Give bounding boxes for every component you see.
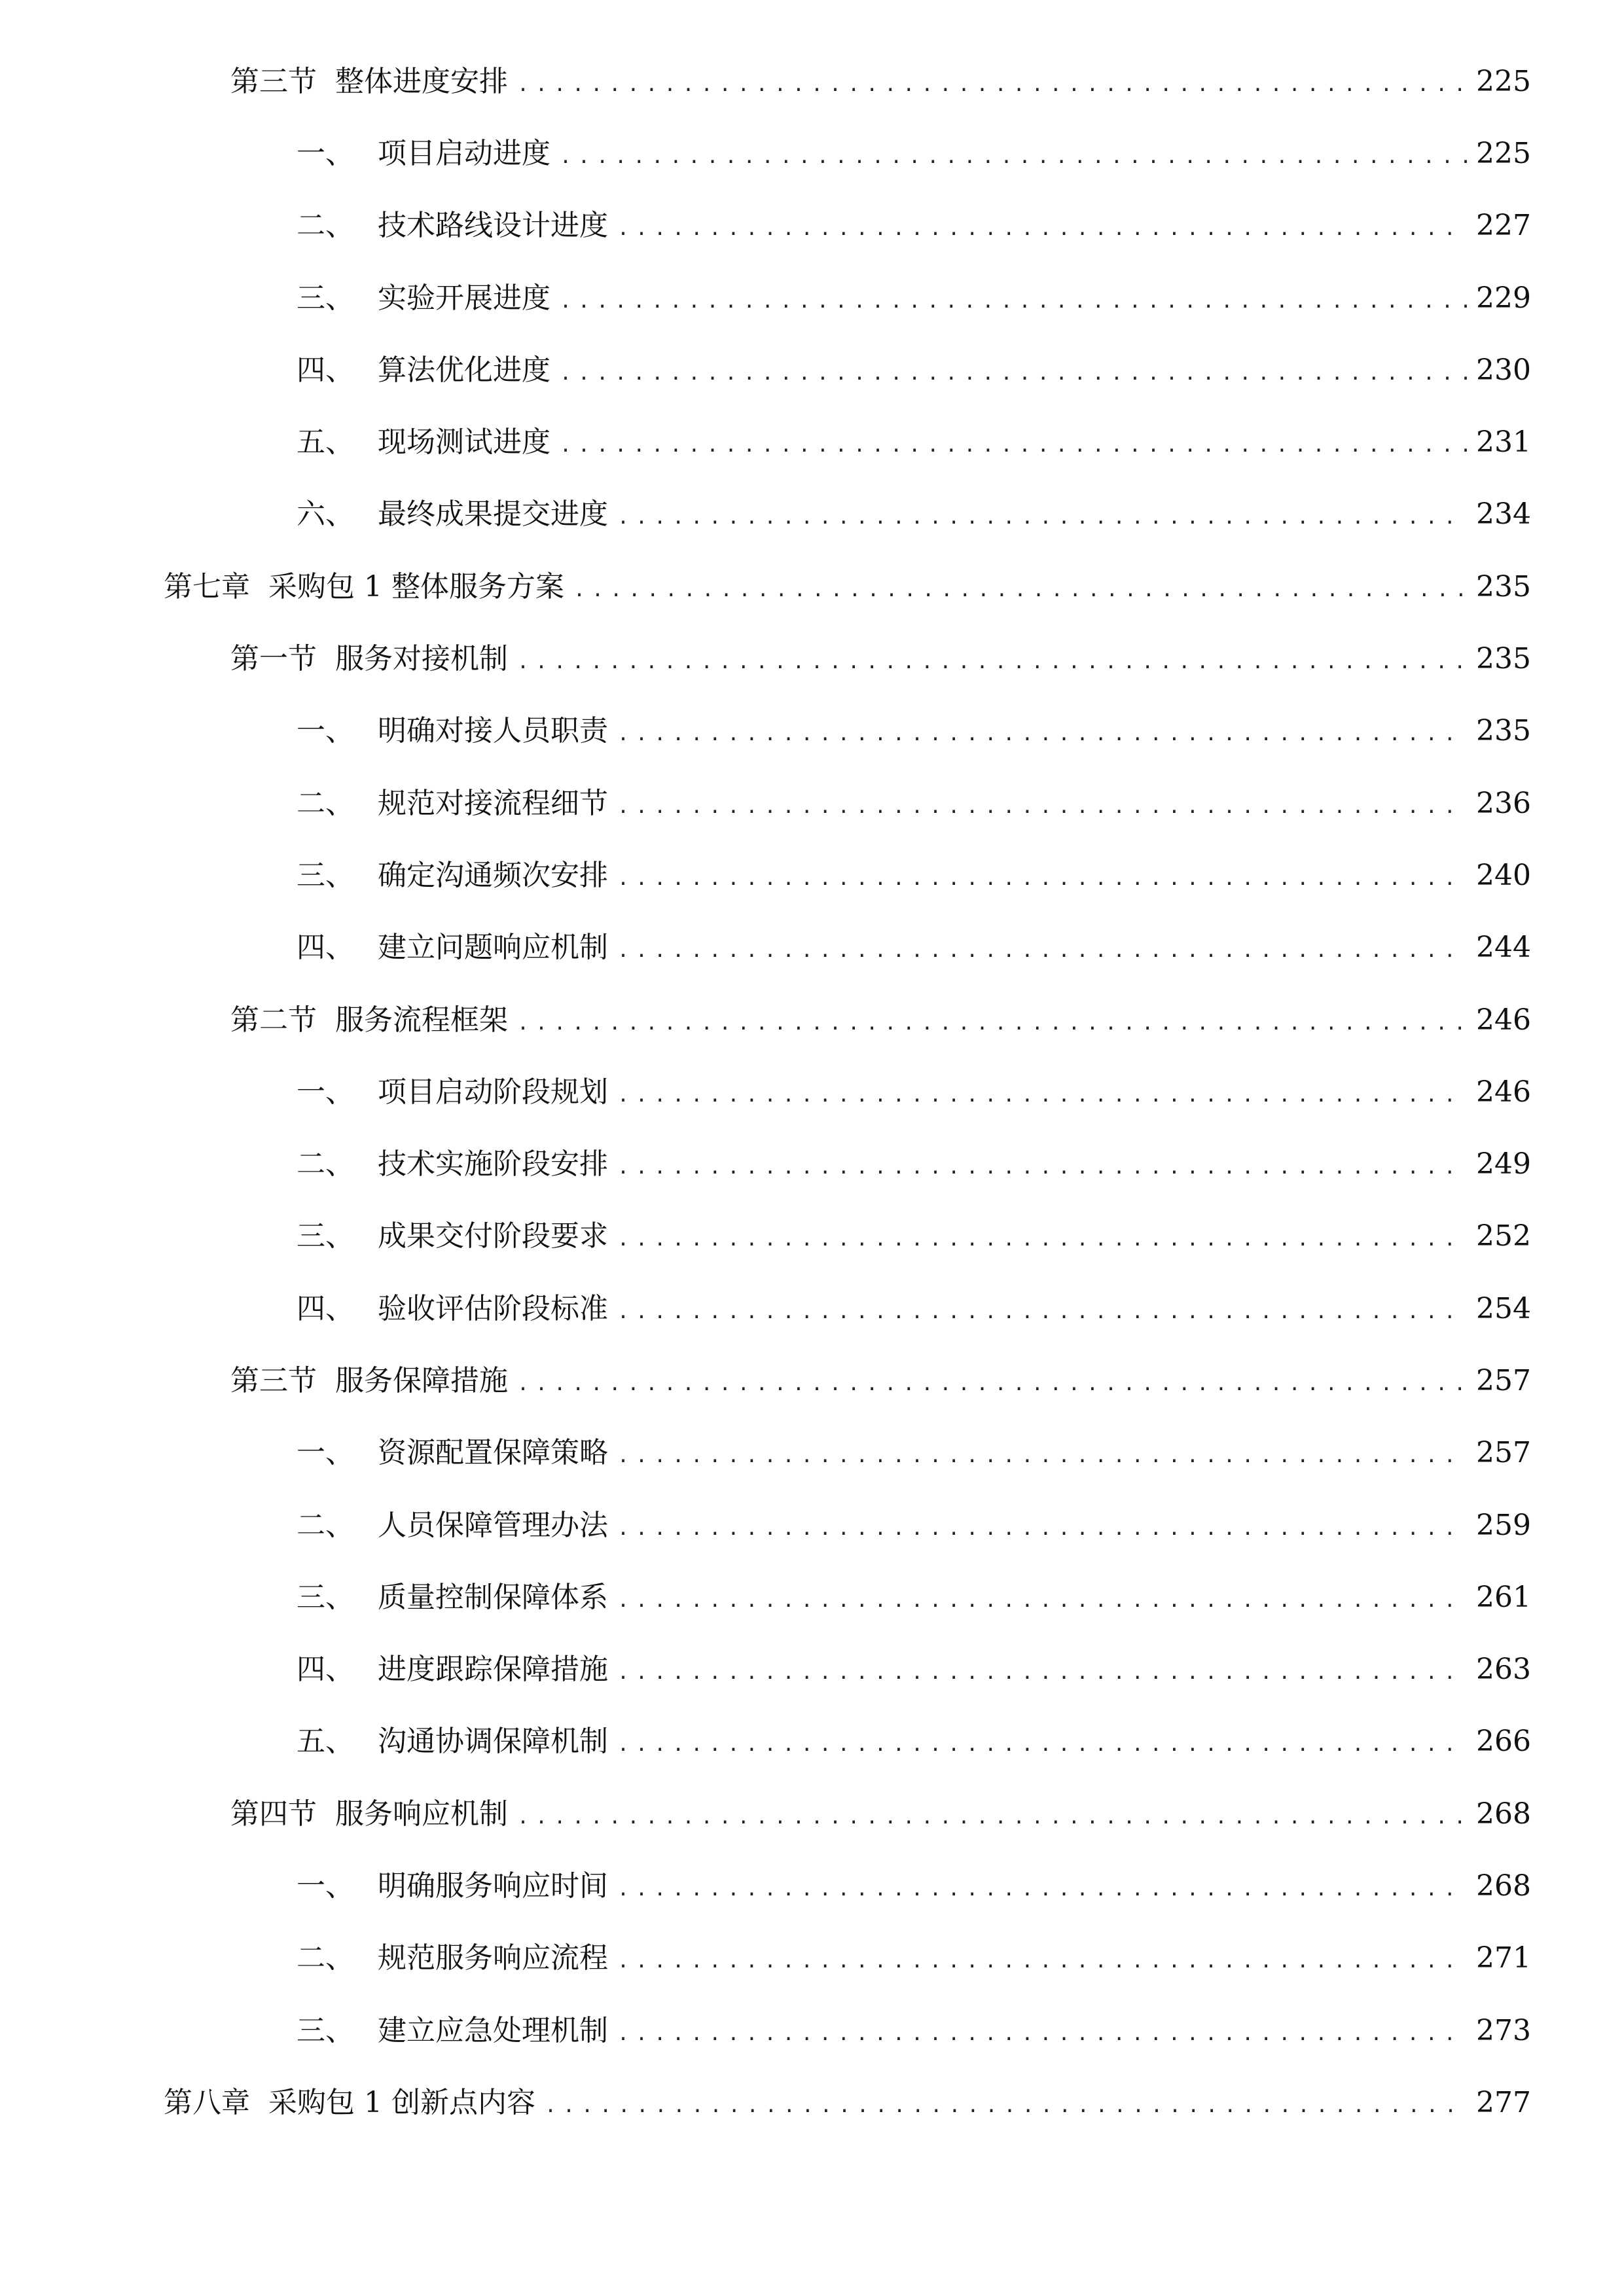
toc-title: 项目启动进度 <box>378 136 550 170</box>
dot-leader <box>517 65 1467 105</box>
toc-page-number: 235 <box>1476 642 1531 676</box>
toc-number: 二、 <box>297 786 354 820</box>
toc-entry-item[interactable] <box>0 1491 1624 1563</box>
toc-title: 建立问题响应机制 <box>378 931 608 965</box>
dot-leader <box>560 137 1467 177</box>
toc-entry-content <box>297 784 1531 827</box>
toc-page-number: 229 <box>1476 281 1531 315</box>
toc-number: 一、 <box>297 136 354 170</box>
toc-page-number: 244 <box>1476 931 1531 965</box>
toc-entry-content <box>230 62 1531 105</box>
toc-entry-item[interactable] <box>0 1708 1624 1780</box>
toc-number: 第三节 <box>230 64 317 98</box>
toc-number: 二、 <box>297 1508 354 1542</box>
toc-entry-content <box>297 423 1531 465</box>
toc-entry-section[interactable] <box>0 986 1624 1058</box>
toc-entry-content <box>297 1433 1531 1476</box>
toc-page-number: 266 <box>1476 1725 1531 1759</box>
toc-entry-content <box>297 1867 1531 1909</box>
toc-entry-content <box>230 1795 1531 1837</box>
toc-page-number: 249 <box>1476 1147 1531 1181</box>
toc-entry-content <box>297 1939 1531 1981</box>
toc-entry-section[interactable] <box>0 47 1624 119</box>
toc-page-number: 227 <box>1476 209 1531 243</box>
toc-title: 服务流程框架 <box>335 1003 508 1037</box>
toc-entry-content <box>230 639 1531 682</box>
toc-page-number: 257 <box>1476 1436 1531 1470</box>
toc-entry-item[interactable] <box>0 1924 1624 1996</box>
dot-leader <box>617 1509 1467 1549</box>
toc-entry-content <box>297 1650 1531 1693</box>
toc-title: 项目启动阶段规划 <box>378 1075 608 1109</box>
toc-entry-content <box>297 856 1531 899</box>
toc-page-number: 263 <box>1476 1653 1531 1687</box>
toc-number: 四、 <box>297 931 354 965</box>
dot-leader <box>617 1148 1467 1187</box>
toc-entry-content <box>297 2011 1531 2054</box>
toc-number: 二、 <box>297 209 354 243</box>
toc-entry-item[interactable] <box>0 1058 1624 1130</box>
toc-entry-content <box>297 1578 1531 1621</box>
toc-title: 质量控制保障体系 <box>378 1580 608 1614</box>
dot-leader <box>560 354 1467 393</box>
toc-entry-item[interactable] <box>0 1996 1624 2068</box>
toc-title: 明确服务响应时间 <box>378 1869 608 1903</box>
toc-title: 规范服务响应流程 <box>378 1941 608 1975</box>
toc-entry-content <box>297 279 1531 321</box>
toc-entry-content <box>230 1361 1531 1404</box>
dot-leader <box>517 643 1467 682</box>
toc-entry-section[interactable] <box>0 624 1624 696</box>
toc-entry-content <box>297 495 1531 537</box>
toc-page-number: 271 <box>1476 1941 1531 1975</box>
toc-entry-item[interactable] <box>0 192 1624 264</box>
toc-title: 明确对接人员职责 <box>378 714 608 748</box>
table-of-contents <box>0 47 1624 2141</box>
toc-entry-content <box>297 351 1531 393</box>
toc-entry-content <box>164 2083 1531 2126</box>
toc-entry-item[interactable] <box>0 336 1624 408</box>
toc-title: 服务对接机制 <box>335 642 508 676</box>
toc-entry-content <box>297 711 1531 754</box>
toc-page-number: 252 <box>1476 1219 1531 1253</box>
toc-number: 五、 <box>297 1725 354 1759</box>
dot-leader <box>617 1437 1467 1476</box>
toc-page-number: 268 <box>1476 1797 1531 1831</box>
toc-title: 最终成果提交进度 <box>378 497 608 531</box>
toc-title: 技术路线设计进度 <box>378 209 608 243</box>
toc-title: 采购包 1 创新点内容 <box>268 2085 535 2119</box>
toc-number: 三、 <box>297 281 354 315</box>
toc-title: 确定沟通频次安排 <box>378 858 608 892</box>
toc-page-number: 268 <box>1476 1869 1531 1903</box>
toc-number: 二、 <box>297 1941 354 1975</box>
toc-entry-item[interactable] <box>0 697 1624 769</box>
toc-title: 验收评估阶段标准 <box>378 1291 608 1325</box>
toc-number: 三、 <box>297 858 354 892</box>
dot-leader <box>617 1942 1467 1981</box>
toc-page-number: 277 <box>1476 2085 1531 2119</box>
toc-entry-content <box>297 1217 1531 1259</box>
toc-entry-item[interactable] <box>0 769 1624 841</box>
toc-title: 整体进度安排 <box>335 64 508 98</box>
toc-entry-section[interactable] <box>0 1780 1624 1852</box>
toc-entry-item[interactable] <box>0 1274 1624 1346</box>
dot-leader <box>617 1076 1467 1115</box>
toc-entry-content <box>297 134 1531 177</box>
toc-entry-item[interactable] <box>0 480 1624 552</box>
toc-entry-content <box>297 928 1531 971</box>
toc-page-number: 235 <box>1476 569 1531 603</box>
toc-title: 实验开展进度 <box>378 281 550 315</box>
toc-number: 第四节 <box>230 1797 317 1831</box>
toc-title: 服务响应机制 <box>335 1797 508 1831</box>
toc-page-number: 254 <box>1476 1291 1531 1325</box>
toc-title: 算法优化进度 <box>378 353 550 387</box>
toc-entry-section[interactable] <box>0 1346 1624 1418</box>
toc-page-number: 225 <box>1476 64 1531 98</box>
toc-page-number: 231 <box>1476 425 1531 459</box>
toc-number: 三、 <box>297 2013 354 2047</box>
toc-entry-item[interactable] <box>0 1419 1624 1491</box>
toc-entry-item[interactable] <box>0 914 1624 986</box>
toc-entry-content <box>164 567 1531 610</box>
toc-page-number: 236 <box>1476 786 1531 820</box>
toc-number: 五、 <box>297 425 354 459</box>
dot-leader <box>517 1798 1467 1837</box>
toc-entry-item[interactable] <box>0 1852 1624 1924</box>
dot-leader <box>617 498 1467 537</box>
toc-number: 第二节 <box>230 1003 317 1037</box>
toc-title: 技术实施阶段安排 <box>378 1147 608 1181</box>
toc-title: 人员保障管理办法 <box>378 1508 608 1542</box>
toc-title: 沟通协调保障机制 <box>378 1725 608 1759</box>
toc-entry-item[interactable] <box>0 408 1624 480</box>
dot-leader <box>617 931 1467 971</box>
toc-page-number: 246 <box>1476 1003 1531 1037</box>
toc-entry-item[interactable] <box>0 1130 1624 1202</box>
toc-title: 现场测试进度 <box>378 425 550 459</box>
toc-title: 建立应急处理机制 <box>378 2013 608 2047</box>
toc-page-number: 225 <box>1476 136 1531 170</box>
toc-page-number: 259 <box>1476 1508 1531 1542</box>
toc-number: 三、 <box>297 1580 354 1614</box>
dot-leader <box>617 787 1467 827</box>
toc-number: 四、 <box>297 1653 354 1687</box>
toc-title: 规范对接流程细节 <box>378 786 608 820</box>
toc-entry-content <box>297 1506 1531 1549</box>
dot-leader <box>560 282 1467 321</box>
toc-entry-item[interactable] <box>0 1636 1624 1708</box>
toc-page-number: 230 <box>1476 353 1531 387</box>
toc-title: 进度跟踪保障措施 <box>378 1653 608 1687</box>
toc-number: 第一节 <box>230 642 317 676</box>
toc-page-number: 261 <box>1476 1580 1531 1614</box>
toc-entry-content <box>297 1073 1531 1115</box>
toc-entry-chapter[interactable] <box>0 552 1624 624</box>
dot-leader <box>617 1870 1467 1909</box>
toc-page-number: 257 <box>1476 1363 1531 1397</box>
toc-number: 二、 <box>297 1147 354 1181</box>
toc-entry-content <box>297 1289 1531 1332</box>
toc-number: 六、 <box>297 497 354 531</box>
toc-page-number: 246 <box>1476 1075 1531 1109</box>
toc-entry-item[interactable] <box>0 1202 1624 1274</box>
dot-leader <box>617 1293 1467 1332</box>
toc-number: 三、 <box>297 1219 354 1253</box>
toc-number: 一、 <box>297 1075 354 1109</box>
toc-entry-item[interactable] <box>0 841 1624 913</box>
toc-entry-content <box>230 1001 1531 1043</box>
toc-page-number: 273 <box>1476 2013 1531 2047</box>
toc-number: 四、 <box>297 353 354 387</box>
dot-leader <box>617 209 1467 249</box>
toc-entry-chapter[interactable] <box>0 2068 1624 2140</box>
toc-title: 服务保障措施 <box>335 1363 508 1397</box>
toc-entry-item[interactable] <box>0 1563 1624 1635</box>
toc-number: 四、 <box>297 1291 354 1325</box>
toc-entry-item[interactable] <box>0 264 1624 336</box>
dot-leader <box>517 1004 1467 1043</box>
dot-leader <box>617 859 1467 899</box>
toc-entry-content <box>297 1145 1531 1187</box>
dot-leader <box>517 1365 1467 1404</box>
toc-entry-content <box>297 1722 1531 1765</box>
dot-leader <box>617 1220 1467 1259</box>
dot-leader <box>545 2087 1467 2126</box>
toc-page-number: 234 <box>1476 497 1531 531</box>
toc-page-number: 235 <box>1476 714 1531 748</box>
toc-entry-item[interactable] <box>0 119 1624 191</box>
dot-leader <box>617 715 1467 754</box>
dot-leader <box>617 1725 1467 1765</box>
toc-number: 第七章 <box>164 569 250 603</box>
toc-entry-content <box>297 206 1531 249</box>
toc-number: 第三节 <box>230 1363 317 1397</box>
dot-leader <box>617 1581 1467 1621</box>
dot-leader <box>617 2015 1467 2054</box>
dot-leader <box>573 571 1467 610</box>
dot-leader <box>617 1653 1467 1693</box>
dot-leader <box>560 426 1467 465</box>
toc-title: 成果交付阶段要求 <box>378 1219 608 1253</box>
toc-number: 一、 <box>297 714 354 748</box>
toc-number: 第八章 <box>164 2085 250 2119</box>
toc-title: 资源配置保障策略 <box>378 1436 608 1470</box>
toc-number: 一、 <box>297 1436 354 1470</box>
toc-number: 一、 <box>297 1869 354 1903</box>
toc-title: 采购包 1 整体服务方案 <box>268 569 564 603</box>
toc-page-number: 240 <box>1476 858 1531 892</box>
